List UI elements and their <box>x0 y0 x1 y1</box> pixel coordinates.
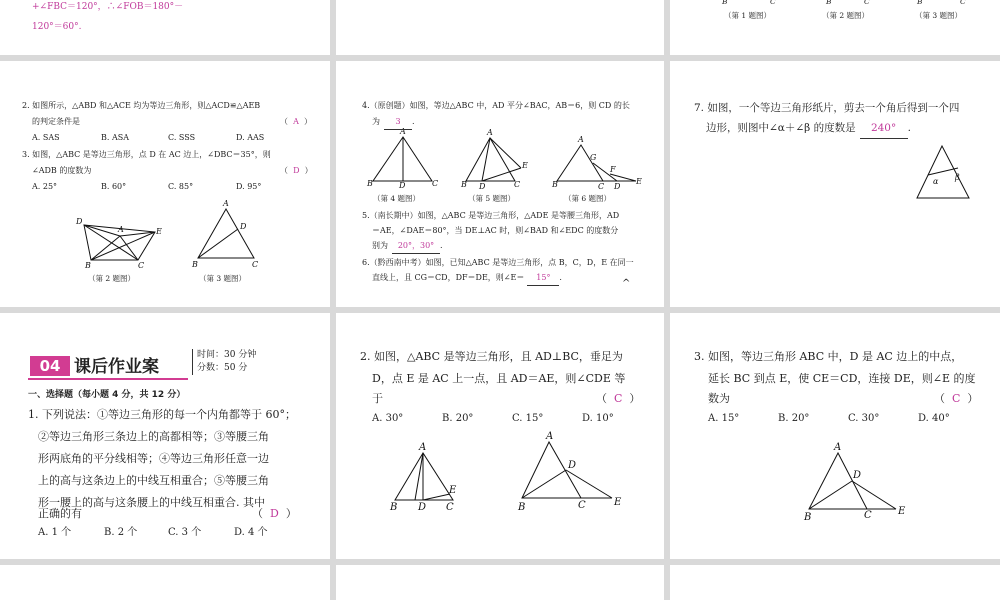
hw-q3-option-d: D. 40° <box>918 413 950 424</box>
fig3-label-c: C <box>252 260 259 269</box>
q4-answer: 3 <box>384 114 412 130</box>
fig5-label-d: D <box>479 182 486 191</box>
fig3-label-d: D <box>240 222 247 231</box>
q4-stem-line2: 为 3 . <box>372 114 415 130</box>
fig6-label-b: B <box>552 180 558 189</box>
q7-stem-line1: 7. 如图，一个等边三角形纸片，剪去一个角后得到一个四 <box>694 102 960 114</box>
top-label-c2: C <box>864 0 870 6</box>
q2-stem-line2: 的判定条件是 <box>32 117 80 126</box>
hw-q3-line2: 延长 BC 到点 E，使 CE＝CD，连接 DE，则∠E 的度 <box>708 372 976 385</box>
fig7-cut-line <box>928 168 958 175</box>
fig3-label-b: B <box>192 260 198 269</box>
section-meta <box>192 349 256 375</box>
top-label-b1: B <box>722 0 728 6</box>
time-limit: 时间：30 分钟 <box>197 350 257 360</box>
section-badge: 04 <box>30 356 70 376</box>
hw-q2-option-a: A. 30° <box>372 413 404 424</box>
hw-q1-option-b: B. 2 个 <box>104 527 138 538</box>
fig5-label-c: C <box>514 180 521 189</box>
q3-option-c: C. 85° <box>168 182 194 191</box>
hw-q2-option-c: C. 15° <box>512 413 544 424</box>
hw-q2-line2: D，点 E 是 AC 上一点，且 AD＝AE，则∠CDE 等 <box>372 372 626 385</box>
top-label-c1: C <box>770 0 776 6</box>
q3-answer-bracket: （ D ） <box>280 166 313 175</box>
hw-q3-answer-bracket: （ C ） <box>934 392 979 405</box>
hw2-fig1-label-a: A <box>419 442 427 453</box>
q5-prefix: 别为 <box>372 241 388 250</box>
fig6-label-g: G <box>590 153 597 162</box>
fig2-label-a: A <box>118 225 124 234</box>
hw3-fig-label-b: B <box>804 512 812 523</box>
hw2-fig1-line-de <box>423 494 450 500</box>
fig2-label-c: C <box>138 261 145 270</box>
caption-fig4: （第 4 题图） <box>373 194 421 203</box>
q2-option-d: D. AAS <box>236 133 265 142</box>
fig7-label-alpha: α <box>933 177 939 186</box>
fig3-label-a: A <box>223 199 229 208</box>
hw2-fig1-label-e: E <box>449 485 457 496</box>
top-caption-2: （第 2 题图） <box>822 11 870 20</box>
q2-option-b: B. ASA <box>101 133 129 142</box>
q5-answer: 20°，30° <box>392 238 440 254</box>
q7-stem-line2: 边形，则图中∠α＋∠β 的度数是 240° . <box>706 118 911 139</box>
section-underline <box>28 378 188 380</box>
hw-q2-option-b: B. 20° <box>442 413 474 424</box>
hw-q1-line6: 正确的有 <box>38 507 82 520</box>
q6-answer: 15° <box>527 270 559 286</box>
hw2-fig2-label-e: E <box>614 497 622 508</box>
hw3-fig-line-bd <box>809 481 852 509</box>
q3-option-b: B. 60° <box>101 182 127 191</box>
hw3-fig-label-a: A <box>834 442 842 453</box>
top-label-b2: B <box>826 0 832 6</box>
q7-answer: 240° <box>860 118 908 139</box>
hw3-fig-label-e: E <box>898 506 906 517</box>
hw3-fig-line-de <box>852 481 896 509</box>
fig4-label-a: A <box>400 127 406 136</box>
hw2-fig2-label-b: B <box>518 502 526 513</box>
fig2-line-ac <box>120 236 138 260</box>
hw-q3-option-a: A. 15° <box>708 413 740 424</box>
q2-stem-line1: 2. 如图所示，△ABD 和△ACE 均为等边三角形，则△ACD≌△AEB <box>22 101 261 110</box>
hw2-fig1-triangle <box>395 453 453 500</box>
q4-stem-line1: 4.（原创题）如图，等边△ABC 中，AD 平分∠BAC，AB＝6，则 CD 的长 <box>362 101 630 110</box>
fig6-triangle <box>557 145 603 181</box>
fig2-label-e: E <box>156 227 162 236</box>
q2-option-c: C. SSS <box>168 133 196 142</box>
q2-answer-bracket: （ A ） <box>280 117 312 126</box>
hw-q3-option-c: C. 30° <box>848 413 880 424</box>
q2-option-a: A. SAS <box>32 133 60 142</box>
fig3-line-bd <box>198 229 238 258</box>
fig2-label-d: D <box>76 217 83 226</box>
hw-q1-option-d: D. 4 个 <box>234 527 268 538</box>
hw-q1-line4: 上的高与这条边上的中线互相重合；⑤等腰三角 <box>38 474 269 487</box>
fig6-line-fe <box>610 174 636 181</box>
fig5-label-a: A <box>487 128 493 137</box>
fig2-label-b: B <box>85 261 91 270</box>
hw-q3-option-b: B. 20° <box>778 413 810 424</box>
q3-option-d: D. 95° <box>236 182 262 191</box>
fig4-label-d: D <box>399 181 406 190</box>
hw-q2-option-d: D. 10° <box>582 413 614 424</box>
fig6-label-a: A <box>578 135 584 144</box>
fig2-line-ab <box>91 236 120 260</box>
top-label-c3: C <box>960 0 966 6</box>
top-label-b3: B <box>917 0 923 6</box>
hw2-fig2-label-a: A <box>546 431 554 442</box>
fig4-label-b: B <box>367 179 373 188</box>
hw-q1-answer-bracket: （ D ） <box>252 507 297 520</box>
q7-prefix: 边形，则图中∠α＋∠β 的度数是 <box>706 122 856 134</box>
section-heading: 一、选择题（每小题 4 分，共 12 分） <box>28 390 186 400</box>
fig5-line-ae <box>490 138 521 168</box>
q3-stem-line1: 3. 如图，△ABC 是等边三角形，点 D 在 AC 边上，∠DBC＝35°，则 <box>22 150 271 159</box>
score-total: 分数：50 分 <box>197 363 248 373</box>
hw-q2-line1: 2. 如图，△ABC 是等边三角形，且 AD⊥BC，垂足为 <box>360 350 623 363</box>
hw3-fig-label-d: D <box>853 470 862 481</box>
fig5-label-b: B <box>461 180 467 189</box>
q3-option-a: A. 25° <box>32 182 58 191</box>
section-title: 课后作业案 <box>74 357 159 377</box>
caption-fig5: （第 5 题图） <box>468 194 516 203</box>
caption-fig3: （第 3 题图） <box>199 274 247 283</box>
fig6-label-e: E <box>636 177 642 186</box>
hw-q3-line3: 数为 <box>708 392 730 405</box>
hw2-fig1-label-d: D <box>418 502 427 513</box>
fig3-triangle <box>198 209 254 258</box>
q6-stem-line1: 6.（黔西南中考）如图，已知△ABC 是等边三角形，点 B，C，D，E 在同一 <box>362 258 634 267</box>
fig6-label-d: D <box>614 182 621 191</box>
top-caption-3: （第 3 题图） <box>915 11 963 20</box>
q4-prefix: 为 <box>372 117 380 126</box>
fig6-label-c: C <box>598 182 605 191</box>
q3-stem-line2: ∠ADB 的度数为 <box>32 166 92 175</box>
hw-q2-answer: C <box>614 392 623 405</box>
fig5-triangle <box>466 138 515 181</box>
fig7-label-beta: β <box>955 173 960 182</box>
hw2-fig2-label-c: C <box>578 500 586 511</box>
hw-q2-line3: 于 <box>372 392 383 405</box>
hw-q1-line1: 1. 下列说法：①等边三角形的每一个内角都等于 60°； <box>28 408 296 421</box>
caption-fig6: （第 6 题图） <box>564 194 612 203</box>
q6-prefix: 直线上，且 CG＝CD，DF＝DE，则∠E＝ <box>372 273 525 282</box>
q5-stem-line3: 别为 20°，30° . <box>372 238 443 254</box>
hw-q1-answer: D <box>270 507 279 520</box>
caption-fig2: （第 2 题图） <box>88 274 136 283</box>
hw3-fig-triangle <box>809 453 867 509</box>
hw-q3-answer: C <box>952 392 961 405</box>
hw-q1-line3: 形两底角的平分线相等；④等边三角形任意一边 <box>38 452 269 465</box>
q3-answer: D <box>293 166 300 175</box>
q5-stem-line2: ＝AE，∠DAE＝80°，当 DE⊥AC 时，则∠BAD 和∠EDC 的度数分 <box>372 226 619 235</box>
hw-q1-line5: 形一腰上的高与这条腰上的中线互相重合. 其中 <box>38 496 265 509</box>
hw2-fig2-label-d: D <box>568 460 577 471</box>
hw2-fig1-label-c: C <box>446 502 454 513</box>
caret-mark: ^ <box>622 278 631 289</box>
hw-q2-answer-bracket: （ C ） <box>596 392 641 405</box>
solution-line-1: +∠FBC＝120°，∴∠FOB＝180°－ <box>32 2 184 12</box>
q2-answer: A <box>293 117 299 126</box>
hw-q3-line1: 3. 如图，等边三角形 ABC 中，D 是 AC 边上的中点， <box>694 350 963 363</box>
hw2-fig1-label-b: B <box>390 502 398 513</box>
hw-q1-line2: ②等边三角形三条边上的高都相等；③等腰三角 <box>38 430 269 443</box>
fig4-label-c: C <box>432 179 439 188</box>
q5-stem-line1: 5.（南长期中）如图，△ABC 是等边三角形，△ADE 是等腰三角形，AD <box>362 211 620 220</box>
q6-stem-line2: 直线上，且 CG＝CD，DF＝DE，则∠E＝ 15° . <box>372 270 562 286</box>
hw3-fig-label-c: C <box>864 510 872 521</box>
solution-line-2: 120°＝60°. <box>32 22 82 32</box>
top-caption-1: （第 1 题图） <box>724 11 772 20</box>
fig6-label-f: F <box>610 165 616 174</box>
hw-q1-option-a: A. 1 个 <box>38 527 72 538</box>
fig5-label-e: E <box>522 161 528 170</box>
hw-q1-option-c: C. 3 个 <box>168 527 202 538</box>
